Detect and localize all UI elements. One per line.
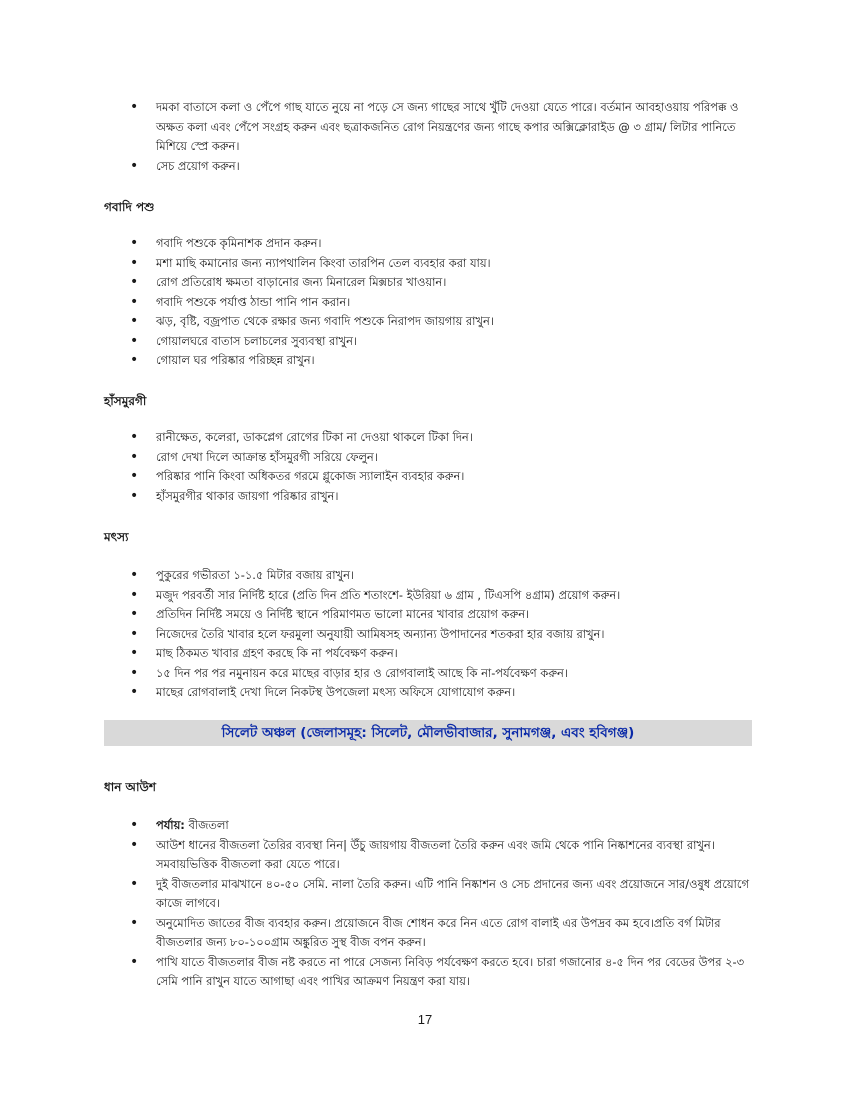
list-item: • গোয়ালঘরে বাতাস চলাচলের সুব্যবস্থা রাখুন। [130,332,760,352]
list-item: • নিজেদের তৈরি খাবার হলে ফরমুলা অনুযায়ী আমিষসহ অন্যান্য উপাদানের শতকরা হার বজায় রাখুন। [130,625,760,645]
fish-heading: মৎস্য [104,530,129,544]
list-item: • আউশ ধানের বীজতলা তৈরির ব্যবস্থা নিন| উঁচু জায়গায় বীজতলা তৈরি করুন এবং জমি থেকে পানি নিষ্কাশনের ব্যবস্থা রাখুন। সমবায়ভিত্তিক বীজতলা করা যেতে পারে। [130,836,760,875]
list-item: • হাঁসমুরগীর থাকার জায়গা পরিষ্কার রাখুন। [130,487,760,507]
list-item: • মাছ ঠিকমত খাবার গ্রহণ করছে কি না পর্যবেক্ষণ করুন। [130,644,760,664]
livestock-list [130,234,760,371]
list-item: • গোয়াল ঘর পরিষ্কার পরিচ্ছন্ন রাখুন। [130,351,760,371]
list-item: • রোগ প্রতিরোধ ক্ষমতা বাড়ানোর জন্য মিনারেল মিক্সচার খাওয়ান। [130,273,760,293]
list-item: • সেচ প্রয়োগ করুন। [130,157,760,177]
list-item: • দমকা বাতাসে কলা ও পেঁপে গাছ যাতে নুয়ে না পড়ে সে জন্য গাছের সাথে খুঁটি দেওয়া যেতে পারে। বর্তমান আবহাওয়ায় পরিপক্ক ও অক্ষত কলা এবং পেঁপে সংগ্রহ করুন এবং ছত্রাকজনিত রোগ নিয়ন্ত্রণের জন্য গাছে কপার অক্সিক্লোরাইড @ ৩ গ্রাম/ লিটার পানিতে মিশিয়ে স্প্রে করুন। [130,98,760,157]
stage-item [130,816,760,836]
list-item: • অনুমোদিত জাতের বীজ ব্যবহার করুন। প্রয়োজনে বীজ শোধন করে নিন এতে রোগ বালাই এর উপদ্রব কম হবে।প্রতি বর্গ মিটার বীজতলার জন্য ৮০-১০০গ্রাম অঙ্কুরিত সুস্থ বীজ বপন করুন। [130,914,760,953]
stage-label: পর্যায়: [156,818,185,832]
region-banner: সিলেট অঞ্চল (জেলাসমূহ: সিলেট, মৌলভীবাজার, সুনামগঞ্জ, এবং হবিগঞ্জ) [104,720,752,746]
list-item: • রানীক্ষেত, কলেরা, ডাকপ্লেগ রোগের টিকা না দেওয়া থাকলে টিকা দিন। [130,428,760,448]
aus-rice-list [130,816,760,992]
list-item: • মশা মাছি কমানোর জন্য ন্যাপথালিন কিংবা তারপিন তেল ব্যবহার করা যায়। [130,254,760,274]
list-item: • ১৫ দিন পর পর নমুনায়ন করে মাছের বাড়ার হার ও রোগবালাই আছে কি না-পর্যবেক্ষণ করুন। [130,664,760,684]
list-item: • পাখি যাতে বীজতলার বীজ নষ্ট করতে না পারে সেজন্য নিবিড় পর্যবেক্ষণ করতে হবে। চারা গজানোর ৪-৫ দিন পর বেডের উপর ২-৩ সেমি পানি রাখুন যাতে আগাছা এবং পাখির আক্রমণ নিয়ন্ত্রণ করা যায়। [130,953,760,992]
fish-list [130,566,760,703]
list-item: • মাছের রোগবালাই দেখা দিলে নিকটস্থ উপজেলা মৎস্য অফিসে যোগাযোগ করুন। [130,683,760,703]
fruit-care-list [130,98,760,176]
list-item: • ঝড়, বৃষ্টি, বজ্রপাত থেকে রক্ষার জন্য গবাদি পশুকে নিরাপদ জায়গায় রাখুন। [130,312,760,332]
page-number: 17 [417,1012,433,1027]
list-item: • গবাদি পশুকে পর্যাপ্ত ঠান্ডা পানি পান করান। [130,293,760,313]
livestock-heading: গবাদি পশু [104,200,155,214]
list-item: • পরিষ্কার পানি কিংবা অধিকতর গরমে গ্লুকোজ স্যালাইন ব্যবহার করুন। [130,467,760,487]
list-item: • রোগ দেখা দিলে আক্রান্ত হাঁসমুরগী সরিয়ে ফেলুন। [130,448,760,468]
stage-value: বীজতলা [188,818,229,832]
list-item: • মজুদ পরবর্তী সার নির্দিষ্ট হারে (প্রতি দিন প্রতি শতাংশে- ইউরিয়া ৬ গ্রাম , টিএসপি ৪গ্রাম) প্রয়োগ করুন। [130,586,760,606]
list-item: • প্রতিদিন নির্দিষ্ট সময়ে ও নির্দিষ্ট স্থানে পরিমাণমত ভালো মানের খাবার প্রয়োগ করুন। [130,605,760,625]
list-item: • পুকুরের গভীরতা ১-১.৫ মিটার বজায় রাখুন। [130,566,760,586]
list-item: • দুই বীজতলার মাঝখানে ৪০-৫০ সেমি. নালা তৈরি করুন। এটি পানি নিষ্কাশন ও সেচ প্রদানের জন্য এবং প্রয়োজনে সার/ওষুধ প্রয়োগে কাজে লাগবে। [130,875,760,914]
poultry-heading: হাঁসমুরগী [104,394,147,408]
poultry-list [130,428,760,506]
list-item: • গবাদি পশুকে কৃমিনাশক প্রদান করুন। [130,234,760,254]
aus-rice-heading: ধান আউশ [104,780,156,794]
